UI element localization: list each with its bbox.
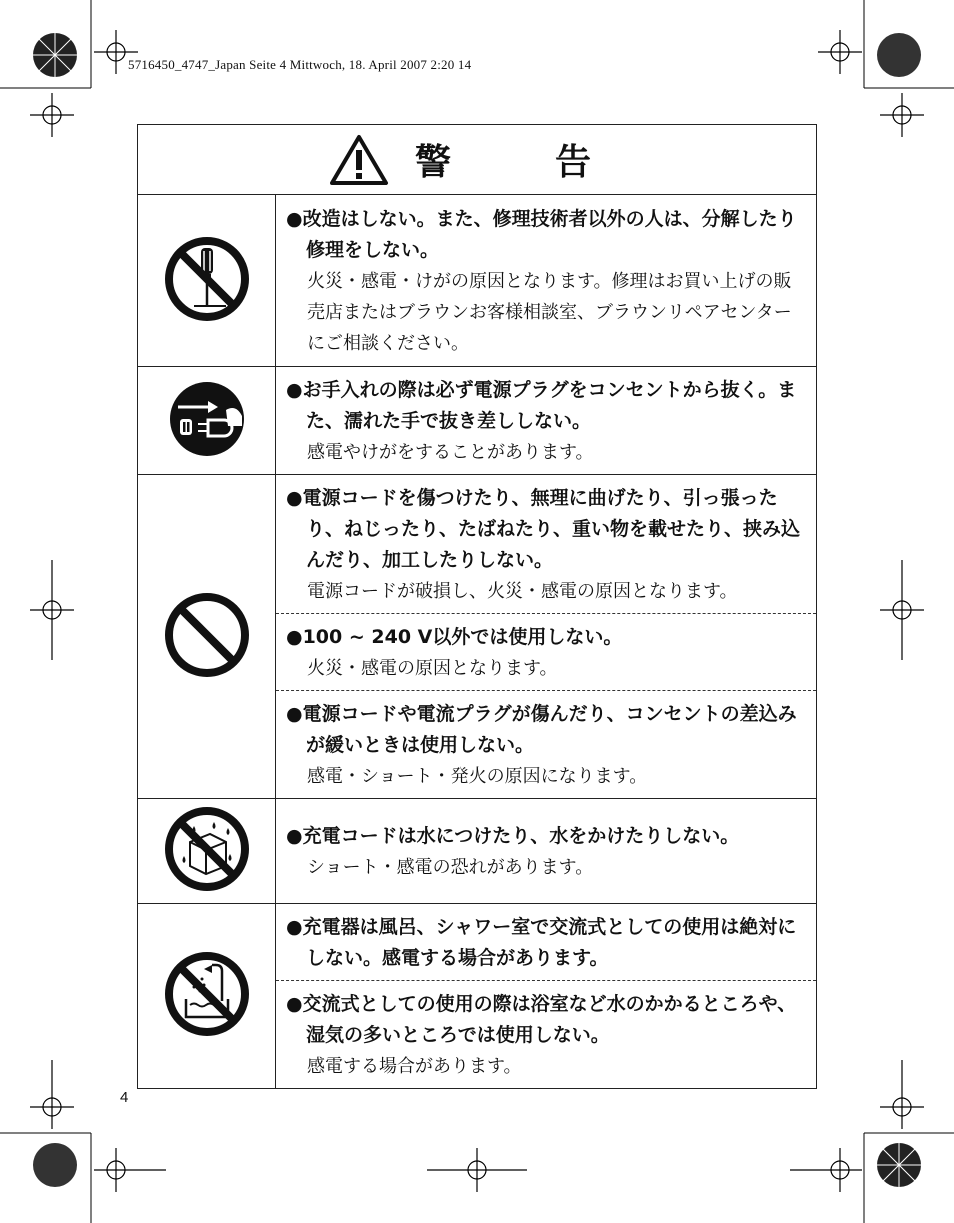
warning-item [276, 196, 816, 365]
warning-main: ●充電器は風呂、シャワー室で交流式としての使用は絶対にしない。感電する場合があります。 [286, 916, 797, 969]
warning-main: ●電源コードや電流プラグが傷んだり、コンセントの差込みが緩いときは使用しない。 [286, 703, 797, 756]
warning-item [276, 980, 816, 1088]
warning-section [138, 195, 817, 367]
warning-sub: 感電する場合があります。 [307, 1056, 522, 1077]
no-water-icon [164, 806, 250, 892]
text-cell [276, 904, 817, 1089]
no-disassembly-icon [164, 236, 250, 322]
warning-main: ●充電コードは水につけたり、水をかけたりしない。 [286, 825, 740, 847]
text-cell [276, 195, 817, 367]
warning-item [276, 690, 816, 798]
warning-sub: 電源コードが破損し、火災・感電の原因となります。 [307, 581, 738, 602]
warning-item [276, 813, 816, 889]
warning-table [137, 124, 817, 1089]
icon-cell [138, 799, 276, 904]
icon-cell [138, 904, 276, 1089]
warning-sub: 感電・ショート・発火の原因になります。 [307, 766, 648, 787]
warning-item [276, 367, 816, 474]
icon-cell [138, 367, 276, 475]
warning-item [276, 613, 816, 690]
text-cell [276, 367, 817, 475]
print-header: 5716450_4747_Japan Seite 4 Mittwoch, 18. April 2007 2:20 14 [128, 57, 472, 72]
warning-section [138, 904, 817, 1089]
warning-section [138, 475, 817, 799]
warning-sub: 火災・感電の原因となります。 [307, 658, 558, 679]
warning-main: ●お手入れの際は必ず電源プラグをコンセントから抜く。また、濡れた手で抜き差ししない。 [286, 379, 797, 432]
warning-triangle-icon [329, 134, 389, 186]
warning-main: ●改造はしない。また、修理技術者以外の人は、分解したり修理をしない。 [286, 208, 797, 261]
warning-header [138, 125, 817, 195]
warning-sub: 感電やけがをすることがあります。 [307, 442, 594, 463]
warning-sub: 火災・感電・けがの原因となります。修理はお買い上げの販売店またはブラウンお客様相談室、ブラウンリペアセンターにご相談ください。 [307, 271, 792, 354]
text-cell [276, 799, 817, 904]
warning-main: ●電源コードを傷つけたり、無理に曲げたり、引っ張ったり、ねじったり、たばねたり、重い物を載せたり、挟み込んだり、加工したりしない。 [286, 487, 801, 571]
warning-main: ●交流式としての使用の際は浴室など水のかかるところや、湿気の多いところでは使用しない。 [286, 993, 797, 1046]
warning-main: ●100 ~ 240 V以外では使用しない。 [286, 626, 623, 648]
warning-title: 警 告 [414, 142, 625, 183]
page-number: 4 [120, 1089, 129, 1106]
prohibition-icon [164, 592, 250, 678]
icon-cell [138, 195, 276, 367]
warning-item [276, 475, 816, 613]
warning-section [138, 367, 817, 475]
icon-cell [138, 475, 276, 799]
warning-sub: ショート・感電の恐れがあります。 [307, 857, 594, 878]
warning-item [276, 904, 816, 980]
unplug-icon [168, 380, 246, 458]
no-bathroom-icon [164, 951, 250, 1037]
text-cell [276, 475, 817, 799]
warning-section [138, 799, 817, 904]
